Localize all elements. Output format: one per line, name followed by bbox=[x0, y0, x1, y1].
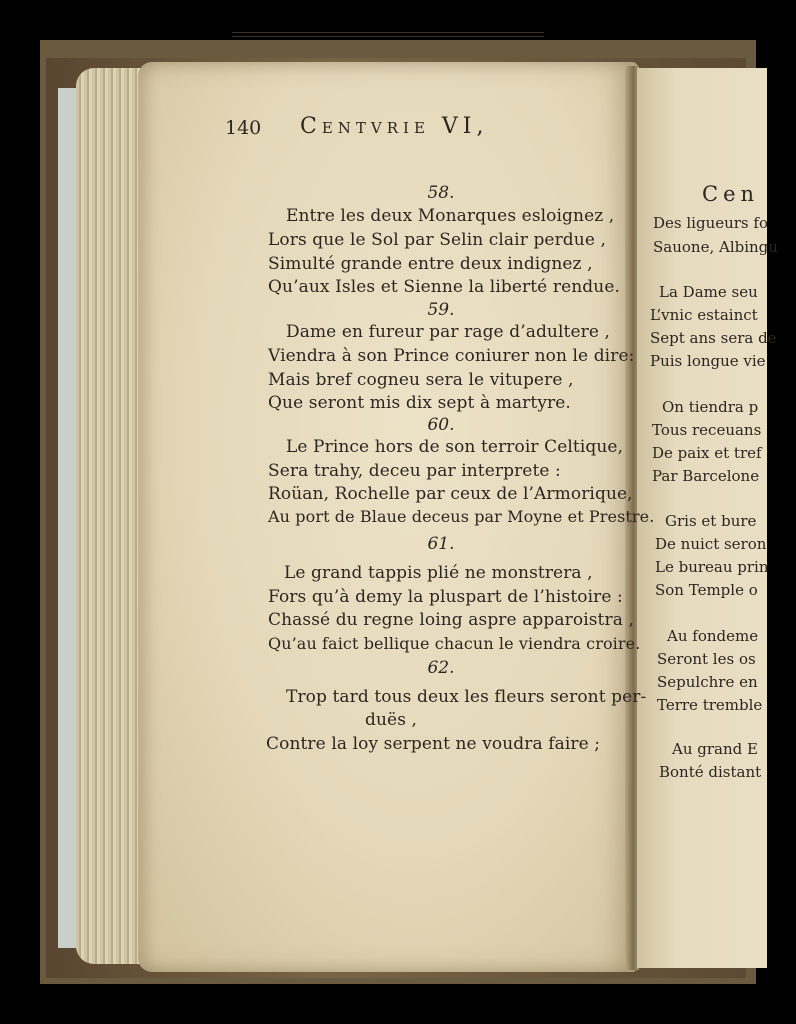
right-line: Son Temple o bbox=[655, 581, 758, 599]
verse-line: Dame en fureur par rage d’adultere , bbox=[286, 322, 611, 342]
verse-line: Sera trahy, deceu par interprete : bbox=[268, 461, 561, 481]
right-line: Sept ans sera de bbox=[650, 329, 777, 347]
verse-line: Chassé du regne loing aspre apparoistra , bbox=[268, 610, 634, 630]
right-line: Sepulchre en bbox=[657, 673, 758, 691]
right-line: L’vnic estainct bbox=[650, 306, 758, 324]
verse-line: Entre les deux Monarques esloignez , bbox=[286, 206, 615, 226]
right-line: On tiendra p bbox=[662, 398, 759, 416]
verse-line: Que seront mis dix sept à martyre. bbox=[268, 393, 571, 413]
header-rule bbox=[232, 32, 544, 37]
verse-line: Trop tard tous deux les fleurs seront per- bbox=[286, 687, 647, 707]
verse-line: Au port de Blaue deceus par Moyne et Prestre. bbox=[268, 507, 655, 526]
verse-line: Fors qu’à demy la pluspart de l’histoire : bbox=[268, 587, 623, 607]
right-page bbox=[637, 68, 778, 968]
right-line: Tous receuans bbox=[652, 421, 762, 439]
right-line: Au fondeme bbox=[667, 627, 759, 645]
verse-line: Viendra à son Prince coniurer non le dire: bbox=[268, 346, 635, 366]
quatrain-number: 60. bbox=[427, 415, 455, 435]
right-line: La Dame seu bbox=[659, 283, 758, 301]
verse-line: Simulté grande entre deux indignez , bbox=[268, 254, 593, 274]
running-head: Centvrie VI, bbox=[300, 114, 489, 139]
right-running-head: Cen bbox=[702, 182, 760, 206]
right-line: Par Barcelone bbox=[652, 467, 760, 485]
right-line: Terre tremble bbox=[657, 696, 763, 714]
page-number: 140 bbox=[225, 117, 262, 139]
right-line: Bonté distant bbox=[659, 763, 762, 781]
verse-line: Lors que le Sol par Selin clair perdue , bbox=[268, 230, 607, 250]
verse-line: Mais bref cogneu sera le vitupere , bbox=[268, 370, 574, 390]
quatrain-number: 59. bbox=[427, 300, 455, 320]
right-line: Gris et bure bbox=[665, 512, 757, 530]
verse-line: Le Prince hors de son terroir Celtique, bbox=[286, 437, 624, 457]
right-line: De nuict seron bbox=[655, 535, 767, 553]
right-line: De paix et tref bbox=[652, 444, 762, 462]
verse-line: Roüan, Rochelle par ceux de l’Armorique, bbox=[268, 484, 633, 504]
verse-line: Le grand tappis plié ne monstrera , bbox=[284, 563, 593, 583]
right-line: Sauone, Albingu bbox=[653, 238, 778, 256]
quatrain-number: 58. bbox=[427, 183, 455, 203]
verse-line: duës , bbox=[365, 710, 418, 730]
right-line: Puis longue vie bbox=[650, 352, 766, 370]
verse-line: Contre la loy serpent ne voudra faire ; bbox=[266, 734, 601, 754]
verse-line: Qu’au faict bellique chacun le viendra croire. bbox=[268, 634, 641, 653]
quatrain-number: 61. bbox=[427, 534, 455, 554]
right-line: Le bureau prin bbox=[655, 558, 769, 576]
right-line: Seront les os bbox=[657, 650, 756, 668]
right-line: Des ligueurs fo bbox=[653, 214, 768, 232]
verse-line: Qu’aux Isles et Sienne la liberté rendue. bbox=[268, 277, 620, 297]
right-line: Au grand E bbox=[672, 740, 758, 758]
quatrain-number: 62. bbox=[427, 658, 455, 678]
